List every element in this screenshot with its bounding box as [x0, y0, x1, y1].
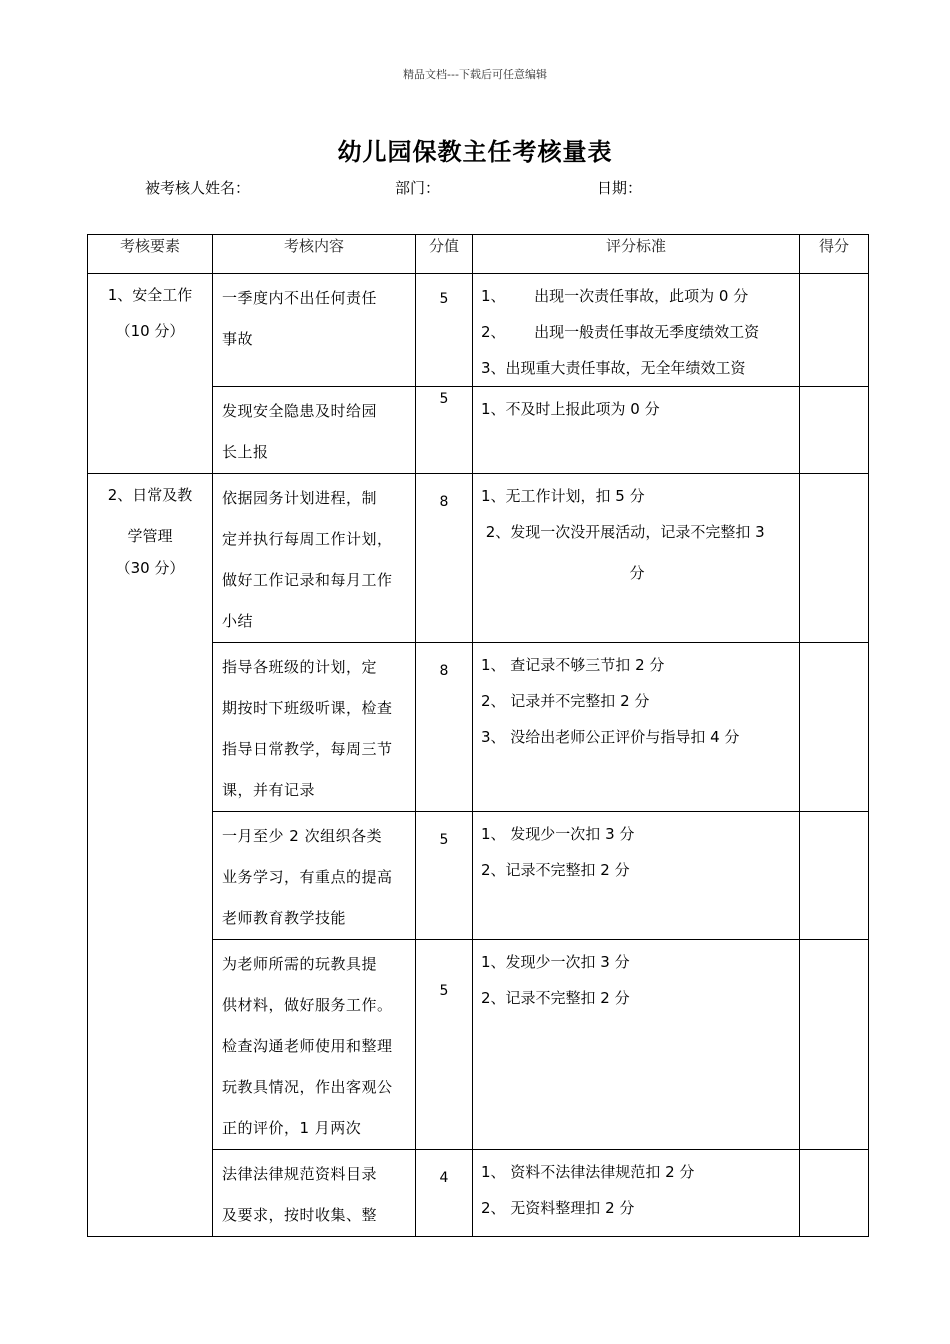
content-line: 发现安全隐患及时给园 [222, 402, 378, 420]
page-title: 幼儿园保教主任考核量表 [337, 138, 613, 166]
criteria-line: 2、记录不完整扣 2 分 [481, 861, 630, 879]
factor-line: 学管理 [127, 527, 173, 545]
result-cell [800, 274, 869, 387]
criteria-cell [473, 387, 800, 474]
content-line: 一季度内不出任何责任 [222, 289, 378, 307]
content-line: 供材料，做好服务工作。 [222, 996, 393, 1014]
factor-points: （10 分） [115, 322, 185, 340]
content-line: 依据园务计划进程，制 [222, 489, 378, 507]
criteria-line: 3、 没给出老师公正评价与指导扣 4 分 [481, 728, 740, 746]
content-line: 为老师所需的玩教具提 [222, 955, 378, 973]
criteria-line: 1、 出现一次责任事故，此项为 0 分 [481, 287, 749, 305]
factor-line: 1、安全工作 [107, 286, 193, 304]
factor-cell [88, 474, 213, 1237]
criteria-line: 1、 资料不法律法律规范扣 2 分 [481, 1163, 695, 1181]
content-line: 及要求，按时收集、整 [222, 1206, 378, 1224]
result-cell [800, 474, 869, 643]
content-line: 小结 [222, 612, 254, 630]
content-line: 做好工作记录和每月工作 [222, 571, 393, 589]
criteria-line: 1、无工作计划，扣 5 分 [481, 487, 645, 505]
score-cell: 4 [416, 1150, 473, 1237]
content-line: 长上报 [222, 443, 269, 461]
score-cell: 5 [416, 940, 473, 1150]
factor-points: （30 分） [115, 559, 185, 577]
date-label: 日期： [597, 179, 643, 197]
content-line: 一月至少 2 次组织各类 [222, 827, 383, 845]
content-line: 正的评价，1 月两次 [222, 1119, 362, 1137]
criteria-cell [473, 643, 800, 812]
criteria-line: 1、发现少一次扣 3 分 [481, 953, 630, 971]
content-line: 指导日常教学，每周三节 [222, 740, 393, 758]
header-content: 考核内容 [213, 235, 416, 274]
score-cell: 5 [416, 387, 473, 474]
content-line: 指导各班级的计划，定 [222, 658, 378, 676]
content-cell [213, 1150, 416, 1237]
result-cell [800, 387, 869, 474]
criteria-line: 2、 出现一般责任事故无季度绩效工资 [481, 323, 760, 341]
content-line: 老师教育教学技能 [222, 909, 347, 927]
criteria-line: 1、 查记录不够三节扣 2 分 [481, 656, 665, 674]
score-cell: 8 [416, 474, 473, 643]
factor-line: 2、日常及教 [107, 486, 193, 504]
content-cell [213, 812, 416, 940]
content-line: 定并执行每周工作计划， [222, 530, 393, 548]
table-row [88, 274, 869, 387]
content-line: 事故 [222, 330, 254, 348]
department-label: 部门： [395, 179, 441, 197]
table-row [88, 474, 869, 643]
content-line: 期按时下班级听课，检查 [222, 699, 393, 717]
criteria-line: 2、 记录并不完整扣 2 分 [481, 692, 650, 710]
score-cell: 5 [416, 274, 473, 387]
criteria-line: 1、 发现少一次扣 3 分 [481, 825, 635, 843]
content-line: 检查沟通老师使用和整理 [222, 1037, 393, 1055]
criteria-line: 3、出现重大责任事故，无全年绩效工资 [481, 359, 746, 377]
criteria-line: 1、不及时上报此项为 0 分 [481, 400, 660, 418]
content-cell [213, 643, 416, 812]
score-cell: 8 [416, 643, 473, 812]
content-cell [213, 940, 416, 1150]
name-label: 被考核人姓名： [145, 179, 251, 197]
header-result: 得分 [800, 235, 869, 274]
header-criteria: 评分标准 [473, 235, 800, 274]
header-score: 分值 [416, 235, 473, 274]
table-header-row [88, 235, 869, 274]
score-cell: 5 [416, 812, 473, 940]
criteria-cell [473, 812, 800, 940]
content-line: 业务学习，有重点的提高 [222, 868, 393, 886]
criteria-cell [473, 940, 800, 1150]
criteria-cell [473, 1150, 800, 1237]
criteria-cell [473, 474, 800, 643]
criteria-line: 分 [629, 564, 645, 582]
result-cell [800, 940, 869, 1150]
criteria-line: 2、 无资料整理扣 2 分 [481, 1199, 635, 1217]
criteria-line: 2、记录不完整扣 2 分 [481, 989, 630, 1007]
content-cell [213, 274, 416, 387]
content-line: 课，并有记录 [222, 781, 316, 799]
result-cell [800, 812, 869, 940]
watermark-text: 精品文档---下载后可任意编辑 [403, 68, 547, 81]
criteria-cell [473, 274, 800, 387]
assessment-table [87, 234, 869, 1237]
content-cell [213, 474, 416, 643]
criteria-line: 2、发现一次没开展活动，记录不完整扣 3 [481, 523, 765, 541]
factor-cell [88, 274, 213, 474]
content-cell [213, 387, 416, 474]
content-line: 法律法律规范资料目录 [222, 1165, 378, 1183]
header-factor: 考核要素 [88, 235, 213, 274]
content-line: 玩教具情况，作出客观公 [222, 1078, 393, 1096]
result-cell [800, 643, 869, 812]
result-cell [800, 1150, 869, 1237]
